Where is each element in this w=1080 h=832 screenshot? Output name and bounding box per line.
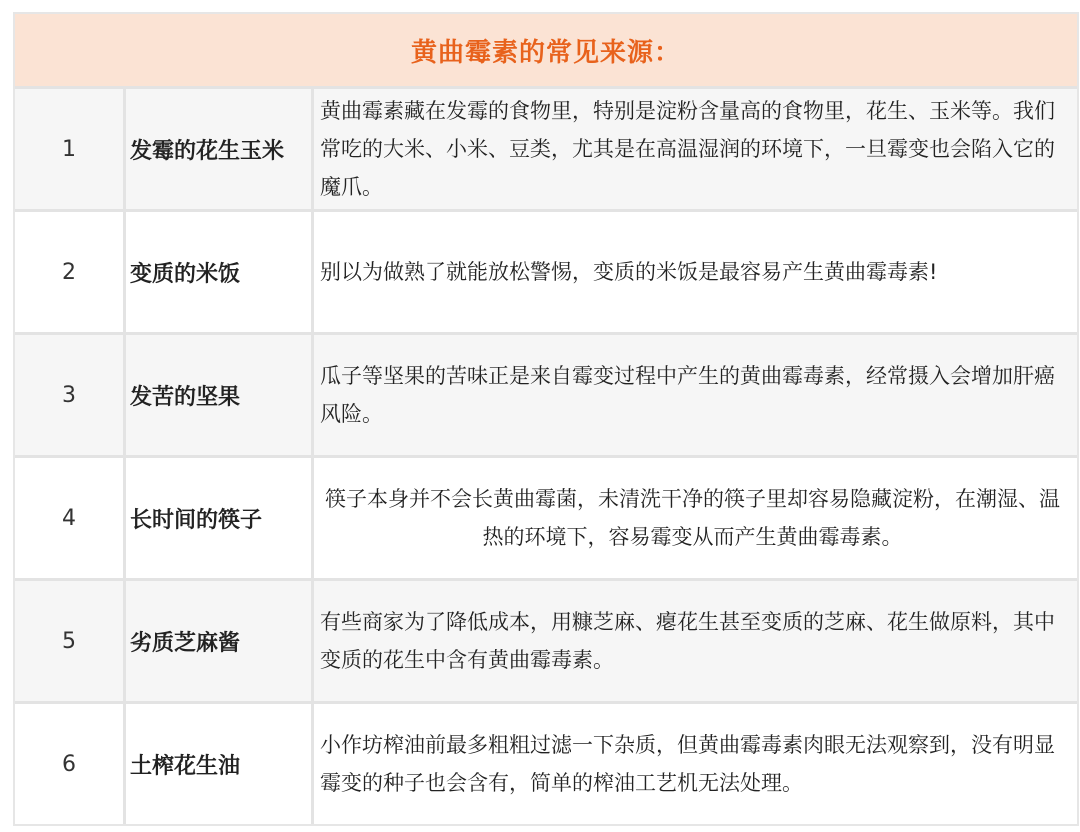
source-name: 劣质芝麻酱: [123, 581, 311, 701]
table-row: [15, 209, 1077, 332]
row-number: 4: [62, 505, 76, 531]
source-description: 筷子本身并不会长黄曲霉菌，未清洗干净的筷子里却容易隐藏淀粉，在潮湿、温热的环境下，容易霉变从而产生黄曲霉毒素。: [311, 458, 1077, 578]
table-header: [15, 12, 1077, 86]
row-number: 6: [62, 751, 76, 777]
table-row: [15, 455, 1077, 578]
table-row: [15, 332, 1077, 455]
source-name: 发苦的坚果: [123, 335, 311, 455]
sources-table: [13, 12, 1079, 826]
source-name: 长时间的筷子: [123, 458, 311, 578]
source-name: 变质的米饭: [123, 212, 311, 332]
source-description: 黄曲霉素藏在发霉的食物里，特别是淀粉含量高的食物里，花生、玉米等。我们常吃的大米、小米、豆类，尤其是在高温湿润的环境下，一旦霉变也会陷入它的魔爪。: [311, 89, 1077, 209]
source-name: 发霉的花生玉米: [123, 89, 311, 209]
source-description: 小作坊榨油前最多粗粗过滤一下杂质，但黄曲霉毒素肉眼无法观察到，没有明显霉变的种子也会含有，简单的榨油工艺机无法处理。: [311, 704, 1077, 824]
table-row: [15, 578, 1077, 701]
source-name: 土榨花生油: [123, 704, 311, 824]
source-description: 有些商家为了降低成本，用糠芝麻、瘪花生甚至变质的芝麻、花生做原料，其中变质的花生中含有黄曲霉毒素。: [311, 581, 1077, 701]
table-title: 黄曲霉素的常见来源：: [410, 37, 681, 68]
row-number: 1: [62, 136, 76, 162]
row-number: 2: [62, 259, 76, 285]
table-row: [15, 86, 1077, 209]
source-description: 瓜子等坚果的苦味正是来自霉变过程中产生的黄曲霉毒素，经常摄入会增加肝癌风险。: [311, 335, 1077, 455]
table-row: [15, 701, 1077, 824]
source-description: 别以为做熟了就能放松警惕，变质的米饭是最容易产生黄曲霉毒素!: [311, 212, 1077, 332]
row-number: 3: [62, 382, 76, 408]
row-number: 5: [62, 628, 76, 654]
